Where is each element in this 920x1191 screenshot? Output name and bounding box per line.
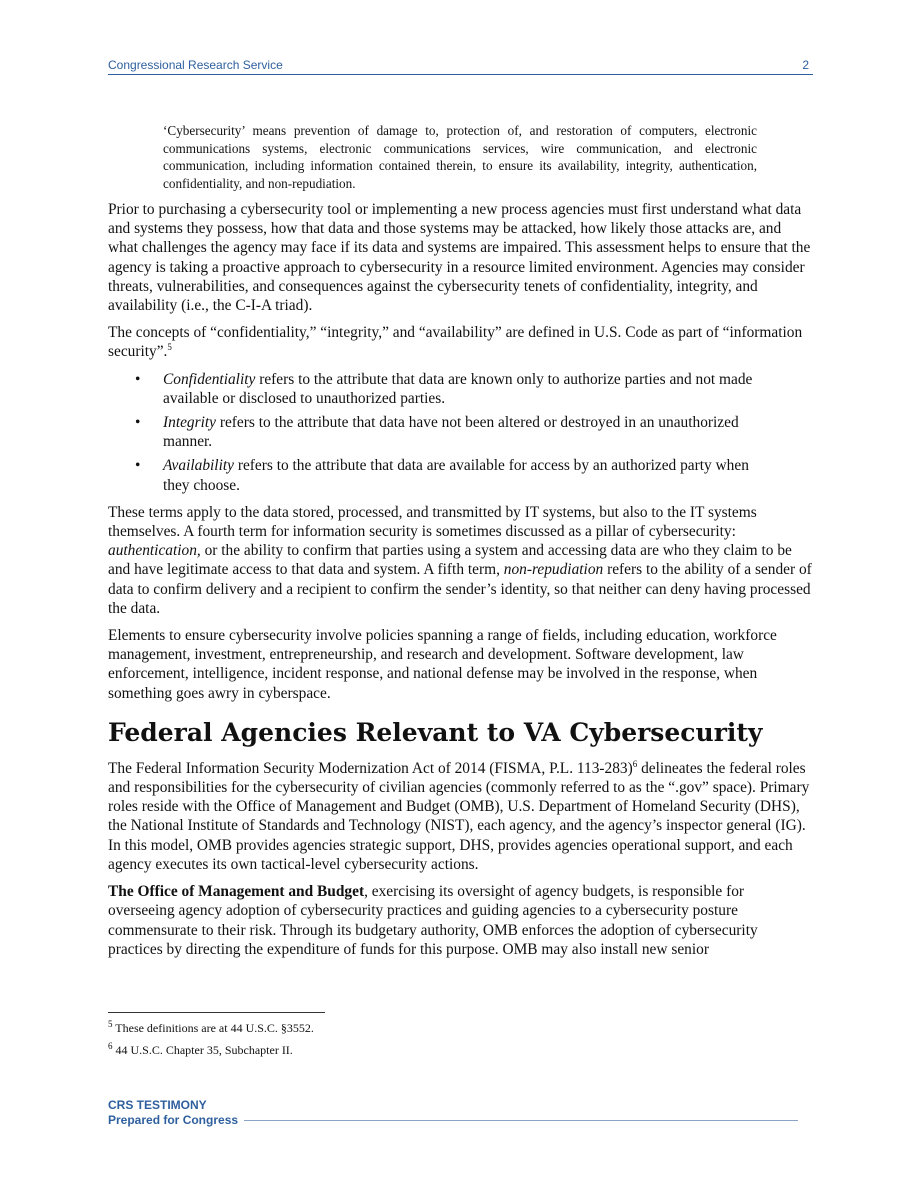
footer-title: CRS TESTIMONY (108, 1098, 207, 1112)
bullet-icon: • (135, 457, 141, 475)
paragraph-fisma (108, 759, 813, 874)
paragraph-text: or the ability to confirm that parties using a system and accessing data are who they claim to be and have legitimate access to that data and system. A fifth term, (108, 542, 792, 579)
footnotes-section (108, 1012, 813, 1065)
cia-bullet-list (108, 370, 813, 495)
paragraph-text: The Federal Information Security Modernization Act of 2014 (FISMA, P.L. 113-283) (108, 759, 633, 777)
paragraph-assessment: Prior to purchasing a cybersecurity tool or implementing a new process agencies must first understand what data and systems they possess, how that data and those systems may be attacked, how likely those attacks are, and what challenges the agency may face if its data and systems are impaired. This assessment helps to ensure that the agency is taking a proactive approach to cybersecurity in a resource limited environment. Agencies may consider threats, vulnerabilities, and consequences against the cybersecurity tenets of confidentiality, integrity, and availability (i.e., the C-I-A triad). (108, 201, 811, 315)
page-header (108, 58, 813, 75)
paragraph-additional-terms (108, 503, 813, 618)
bullet-text: refers to the attribute that data are known only to authorize parties and not made available or disclosed to unauthorized parties. (163, 370, 753, 407)
paragraph-text: refers to the ability of a sender of data to confirm delivery and a recipient to confirm the sender’s identity, so that neither can deny having processed the data. (108, 561, 812, 617)
footer-subtitle: Prepared for Congress (108, 1113, 239, 1127)
bullet-text: refers to the attribute that data are available for access by an authorized party when they choose. (163, 457, 749, 494)
footnote-text: These definitions are at 44 U.S.C. §3552. (112, 1021, 314, 1035)
paragraph-elements: Elements to ensure cybersecurity involve policies spanning a range of fields, including education, workforce management, investment, entrepreneurship, and research and development. Software development, law enforcement, intelligence, incident response, and national defense may be involved in the response, when something goes awry in cyberspace. (108, 627, 777, 702)
header-source: Congressional Research Service (108, 58, 283, 72)
footnote-5 (108, 1021, 813, 1036)
footnote-6 (108, 1043, 813, 1058)
footnote-number: 5 (108, 1019, 113, 1029)
footnote-ref-5[interactable]: 5 (167, 342, 172, 353)
section-heading: Federal Agencies Relevant to VA Cybersecurity (108, 717, 763, 747)
term-non-repudiation: non-repudiation (503, 561, 604, 579)
paragraph-omb (108, 882, 813, 959)
bullet-term: Availability (163, 457, 234, 475)
footnote-divider (108, 1012, 325, 1013)
footer-subtitle-row (108, 1113, 798, 1127)
page-number: 2 (802, 58, 809, 72)
bullet-icon: • (135, 370, 141, 388)
document-body (108, 122, 813, 967)
bullet-text: refers to the attribute that data have not been altered or destroyed in an unauthorized manner. (163, 414, 739, 451)
paragraph-text: delineates the federal roles and responsibilities for the cybersecurity of civilian agencies (commonly referred to as the “.gov” space). Primary roles reside with the Office of Management and Budget (OMB), U.S. Department of Homeland Security (DHS), the National Institute of Standards and Technology (NIST), each agency, and the agency’s inspector general (IG). In this model, OMB provides agencies strategic support, DHS, provides agencies operational support, and each agency executes its own tactical-level cybersecurity actions. (108, 759, 810, 873)
footer-rule (244, 1120, 798, 1121)
page-footer (108, 1098, 798, 1127)
bullet-term: Integrity (163, 414, 216, 432)
definition-quote: ‘Cybersecurity’ means prevention of damage to, protection of, and restoration of computers, electronic communications systems, electronic communications services, wire communication, and electronic communication, including information contained therein, to ensure its availability, integrity, authentication, confidentiality, and non-repudiation. (163, 123, 757, 191)
footnote-number: 6 (108, 1041, 113, 1051)
footnote-text: 44 U.S.C. Chapter 35, Subchapter II. (112, 1043, 293, 1057)
term-authentication: authentication, (108, 542, 201, 560)
paragraph-text: , exercising its oversight of agency budgets, is responsible for overseeing agency adoption of cybersecurity practices and guiding agencies to a cybersecurity posture commensurate to their risk. Through its budgetary authority, OMB enforces the adoption of cybersecurity practices by directing the expenditure of funds for this purpose. OMB may also install new senior (108, 883, 758, 958)
bullet-availability (108, 456, 813, 494)
paragraph-cia-definition (108, 323, 813, 361)
bullet-icon: • (135, 414, 141, 432)
footnote-ref-6[interactable]: 6 (632, 758, 638, 769)
bullet-confidentiality (108, 370, 813, 408)
bullet-integrity (108, 413, 813, 451)
bullet-term: Confidentiality (163, 370, 256, 388)
omb-bold-lead: The Office of Management and Budget (108, 883, 365, 901)
paragraph-text: These terms apply to the data stored, processed, and transmitted by IT systems, but also to the IT systems themselves. A fourth term for information security is sometimes discussed as a pillar of cybersecurity: (108, 503, 757, 541)
paragraph-cia-text: The concepts of “confidentiality,” “integrity,” and “availability” are defined in U.S. Code as part of “information security”. (108, 324, 803, 361)
